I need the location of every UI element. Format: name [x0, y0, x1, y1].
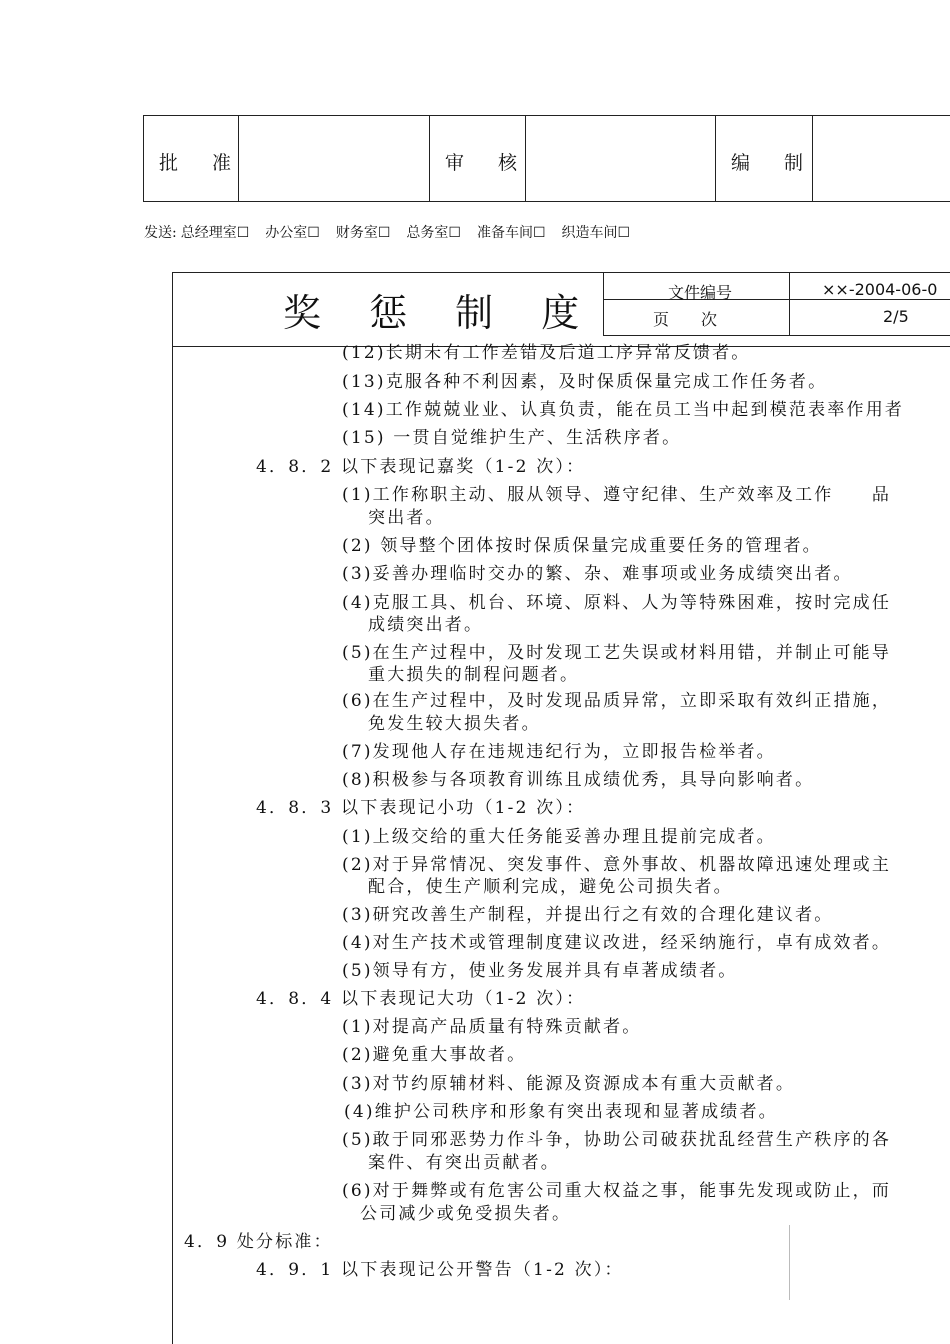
distribution-item: 总经理室☐ [180, 225, 250, 241]
body-line: (1)上级交给的重大任务能妥善办理且提前完成者。 [342, 827, 776, 847]
prepare-label: 编 制 [731, 152, 818, 174]
body-line: (2)避免重大事故者。 [342, 1045, 527, 1065]
body-line: (3)研究改善生产制程，并提出行之有效的合理化建议者。 [342, 905, 834, 925]
section-heading: 4．8．3 以下表现记小功（1-2 次）： [256, 798, 586, 818]
distribution-item: 织造车间☐ [561, 225, 631, 241]
section-heading: 4．8．2 以下表现记嘉奖（1-2 次）： [256, 457, 586, 477]
distribution-item: 总务室☐ [406, 225, 461, 241]
review-label: 审 核 [445, 152, 532, 174]
body-line: 案件、有突出贡献者。 [368, 1153, 560, 1173]
body-line: (4)维护公司秩序和形象有突出表现和显著成绩者。 [344, 1102, 778, 1122]
section-heading: 4．9 处分标准： [184, 1232, 333, 1252]
body-line: (15) 一贯自觉维护生产、生活秩序者。 [342, 428, 682, 448]
section-heading: 4．8．4 以下表现记大功（1-2 次）： [256, 989, 586, 1009]
body-line: (4)对生产技术或管理制度建议改进，经采纳施行，卓有成效者。 [342, 933, 892, 953]
body-line: (3)对节约原辅材料、能源及资源成本有重大贡献者。 [342, 1074, 796, 1094]
body-line: (6)对于舞弊或有危害公司重大权益之事，能事先发现或防止，而 [342, 1181, 892, 1201]
body-line: (5)在生产过程中，及时发现工艺失误或材料用错，并制止可能导 [342, 643, 892, 663]
body-line: 突出者。 [368, 508, 445, 528]
approve-label: 批 准 [159, 152, 246, 174]
body-line: (3)妥善办理临时交办的繁、杂、难事项或业务成绩突出者。 [342, 564, 853, 584]
distribution-item: 准备车间☐ [476, 225, 546, 241]
body-line: 重大损失的制程问题者。 [368, 665, 580, 685]
file-number-value: ××-2004-06-0 [822, 280, 938, 299]
body-line: (7)发现他人存在违规违纪行为，立即报告检举者。 [342, 742, 776, 762]
body-line: (2) 领导整个团体按时保质保量完成重要任务的管理者。 [342, 536, 822, 556]
body-line: 配合，使生产顺利完成，避免公司损失者。 [368, 877, 733, 897]
body-line: (1)对提高产品质量有特殊贡献者。 [342, 1017, 642, 1037]
body-line: 成绩突出者。 [368, 615, 484, 635]
page-title: 奖 惩 制 度 [283, 291, 598, 335]
distribution-item: 办公室☐ [265, 225, 320, 241]
body-line: (4)克服工具、机台、环境、原料、人为等特殊困难，按时完成任 [342, 593, 892, 613]
body-line: (5)敢于同邪恶势力作斗争，协助公司破获扰乱经营生产秩序的各 [342, 1130, 892, 1150]
body-line: 公司减少或免受损失者。 [360, 1204, 572, 1224]
body-line: 免发生较大损失者。 [368, 714, 541, 734]
page-label: 页 次 [653, 310, 718, 329]
distribution-item: 财务室☐ [335, 225, 391, 241]
section-heading: 4．9．1 以下表现记公开警告（1-2 次）： [256, 1260, 624, 1280]
distribution-prefix: 发送: [144, 225, 177, 241]
page-number: 2/5 [883, 307, 909, 326]
body-line: (13)克服各种不利因素，及时保质保量完成工作任务者。 [342, 372, 828, 392]
body-line: (2)对于异常情况、突发事件、意外事故、机器故障迅速处理或主 [342, 855, 892, 875]
file-number-label: 文件编号 [668, 283, 733, 302]
distribution-line [144, 222, 646, 242]
body-line: (8)积极参与各项教育训练且成绩优秀，具导向影响者。 [342, 770, 815, 790]
body-line: (5)领导有方，使业务发展并具有卓著成绩者。 [342, 961, 738, 981]
body-line: (6)在生产过程中，及时发现品质异常，立即采取有效纠正措施， [342, 691, 892, 711]
body-line: (14)工作兢兢业业、认真负责，能在员工当中起到模范表率作用者 [342, 400, 905, 420]
body-line: (1)工作称职主动、服从领导、遵守纪律、生产效率及工作 品 [342, 485, 892, 505]
body-line: (12)长期未有工作差错及后道工序异常反馈者。 [342, 343, 751, 363]
